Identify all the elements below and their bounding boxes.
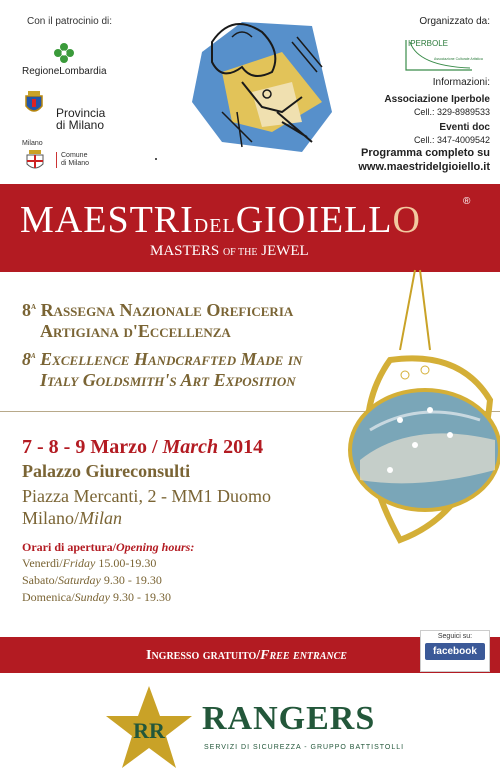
patronage-title: Con il patrocinio di: bbox=[27, 16, 113, 27]
venue: Palazzo Giureconsulti bbox=[22, 461, 191, 481]
edition-en-sup: a bbox=[31, 350, 36, 361]
provincia-label bbox=[56, 107, 105, 131]
rangers-logo-text: RR bbox=[133, 718, 165, 743]
edition-en-line2: Italy Goldsmith's Art Exposition bbox=[40, 370, 296, 390]
title-part-o: O bbox=[392, 199, 421, 241]
facebook-button[interactable]: facebook bbox=[425, 643, 485, 660]
subtitle bbox=[150, 243, 309, 260]
edition-en-line1: Excellence Handcrafted Made in bbox=[40, 349, 303, 369]
comune-text bbox=[56, 152, 89, 168]
info-block bbox=[358, 77, 490, 174]
rangers-subtitle: SERVIZI DI SICUREZZA - GRUPPO BATTISTOLLI bbox=[204, 744, 405, 751]
edition-italian bbox=[22, 296, 293, 342]
hours-day-it: Venerdì/ bbox=[22, 556, 63, 570]
edition-english bbox=[22, 345, 302, 391]
hours-day-it: Sabato/ bbox=[22, 573, 58, 587]
event-dates bbox=[22, 436, 263, 459]
comune-label: Milano bbox=[22, 140, 43, 147]
organizer-label: Organizzato da: bbox=[419, 16, 490, 27]
events-cell: Cell.: 347-4009542 bbox=[413, 135, 490, 145]
hours-time: 15.00-19.30 bbox=[95, 556, 157, 570]
program-label: Programma completo su bbox=[361, 147, 490, 159]
provincia-line1: Provincia bbox=[56, 106, 106, 120]
subtitle-jewel: JEWEL bbox=[257, 243, 309, 259]
events-name: Eventi doc bbox=[439, 122, 490, 133]
dates-year: 2014 bbox=[218, 436, 264, 458]
rangers-name: RANGERS bbox=[202, 700, 376, 737]
title-part-gioiell: GIOIELL bbox=[235, 199, 393, 241]
hours-title-it: Orari di apertura/ bbox=[22, 540, 116, 554]
rangers-star-logo bbox=[104, 686, 194, 770]
dates-en: March bbox=[157, 436, 219, 458]
main-title bbox=[20, 198, 421, 242]
entrance-text bbox=[146, 648, 347, 664]
organizer-block bbox=[320, 16, 490, 27]
entrance-it: Ingresso gratuito/ bbox=[146, 648, 261, 663]
assoc-cell: Cell.: 329-8989533 bbox=[413, 107, 490, 117]
program-url[interactable]: www.maestridelgioiello.it bbox=[358, 161, 490, 173]
title-part-maestri: MAESTRI bbox=[20, 199, 194, 241]
hours-day-en: Sunday bbox=[74, 590, 110, 604]
registered-mark: ® bbox=[463, 196, 471, 207]
decor-dot bbox=[155, 158, 157, 160]
goldsmith-illustration bbox=[182, 12, 338, 162]
hours-day-en: Friday bbox=[62, 556, 96, 570]
hours-row bbox=[22, 589, 171, 606]
iperbole-logo-text: IPERBOLE bbox=[408, 39, 449, 48]
provincia-crest-icon bbox=[24, 90, 44, 116]
edition-en-number: 8 bbox=[22, 349, 31, 369]
hours-title bbox=[22, 540, 194, 555]
hours-time: 9.30 - 19.30 bbox=[109, 590, 171, 604]
hours-row bbox=[22, 572, 171, 589]
social-box bbox=[420, 630, 490, 672]
hours-time: 9.30 - 19.30 bbox=[100, 573, 162, 587]
comune-line2: di Milano bbox=[61, 160, 90, 167]
edition-it-line1: Rassegna Nazionale Oreficeria bbox=[40, 300, 294, 320]
lombardia-label: RegioneLombardia bbox=[22, 66, 107, 77]
subtitle-ofthe: OF THE bbox=[222, 247, 258, 258]
edition-it-sup: a bbox=[31, 301, 37, 312]
info-label: Informazioni: bbox=[432, 77, 490, 88]
comune-crest-icon bbox=[26, 150, 44, 172]
lombardia-logo bbox=[53, 42, 75, 64]
city bbox=[22, 508, 122, 529]
social-label: Seguici su: bbox=[437, 633, 473, 640]
provincia-line2: di Milano bbox=[56, 118, 105, 132]
address: Piazza Mercanti, 2 - MM1 Duomo bbox=[22, 486, 271, 506]
pendant-image bbox=[330, 270, 500, 560]
hours-day-it: Domenica/ bbox=[22, 590, 75, 604]
dates-it: 7 - 8 - 9 Marzo / bbox=[22, 436, 158, 458]
edition-it-line2: Artigiana d'Eccellenza bbox=[40, 321, 231, 341]
entrance-en: Free entrance bbox=[260, 648, 347, 663]
city-it: Milano/ bbox=[22, 508, 79, 528]
iperbole-logo bbox=[404, 36, 483, 72]
hours-title-en: Opening hours: bbox=[115, 540, 195, 554]
edition-it-number: 8 bbox=[22, 300, 31, 320]
assoc-name: Associazione Iperbole bbox=[384, 94, 490, 105]
hours-list bbox=[22, 555, 171, 606]
title-part-del: DEL bbox=[193, 215, 236, 237]
iperbole-logo-sub: Associazione Culturale Artistica bbox=[434, 57, 483, 61]
hours-row bbox=[22, 555, 171, 572]
city-en: Milan bbox=[79, 508, 122, 528]
comune-line1: Comune bbox=[61, 152, 88, 159]
hours-day-en: Saturday bbox=[58, 573, 101, 587]
subtitle-masters: MASTERS bbox=[150, 243, 223, 259]
